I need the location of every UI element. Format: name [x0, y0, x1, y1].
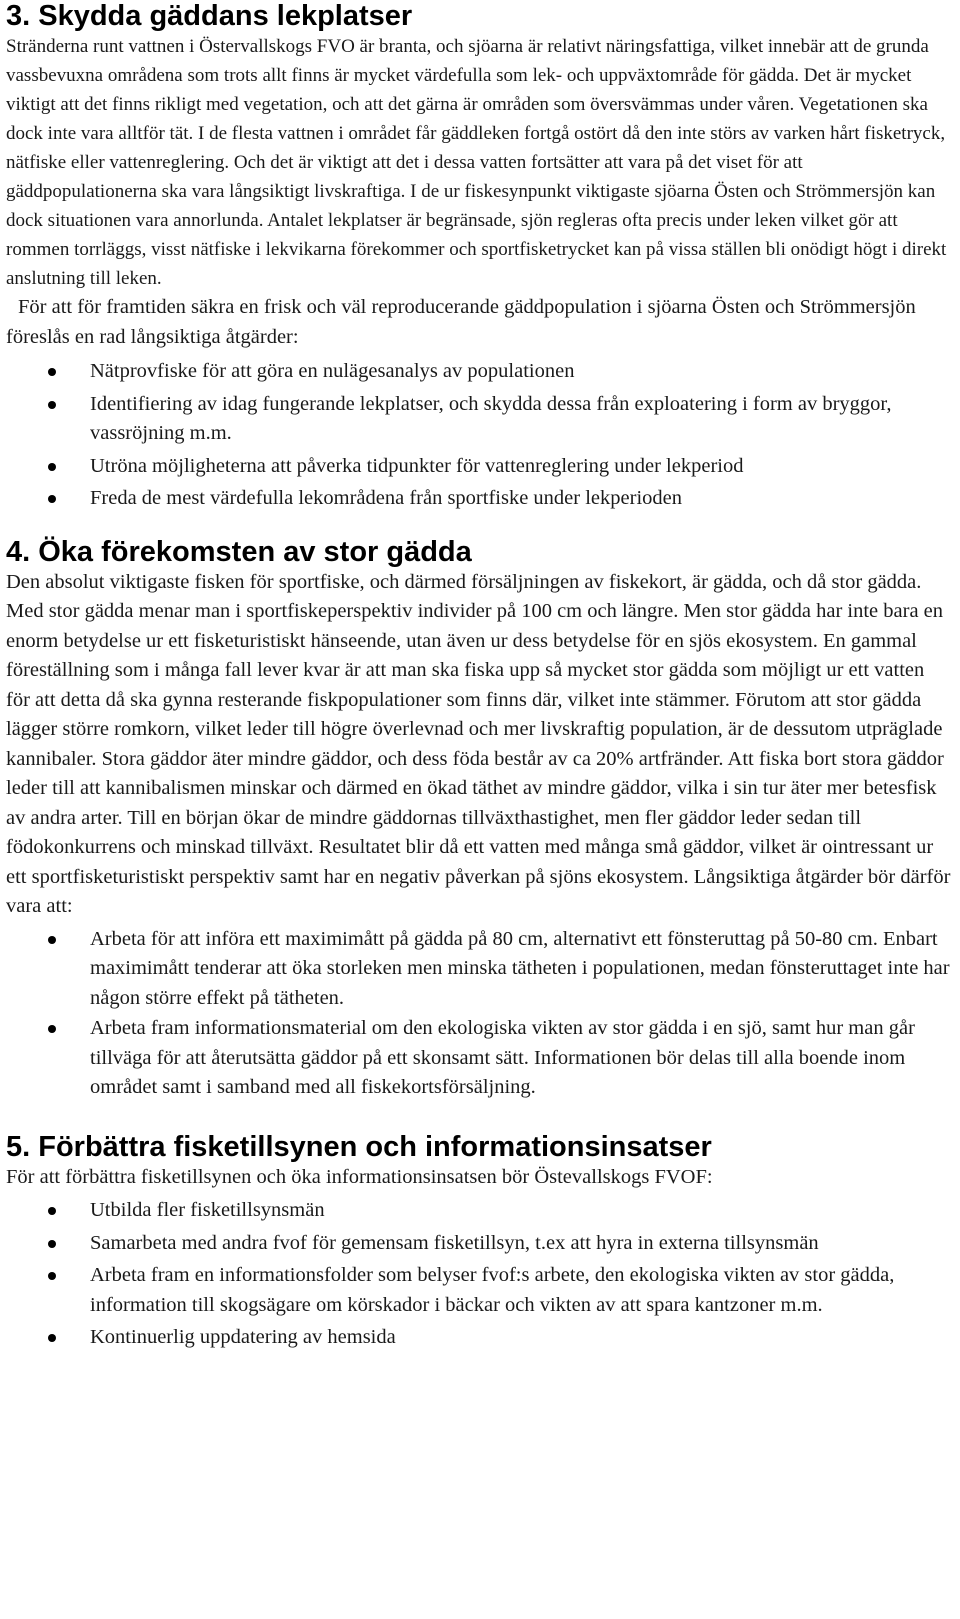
list-item-text: Identifiering av idag fungerande lekplatser, och skydda dessa från exploatering i form av bryggor, vassröjning m.m.	[90, 392, 892, 444]
list-item-text: Nätprovfiske för att göra en nulägesanalys av populationen	[90, 360, 575, 382]
list-item	[6, 925, 952, 1014]
list-item	[6, 1229, 952, 1259]
list-item	[6, 484, 952, 514]
section-4-paragraph-1: Den absolut viktigaste fisken för sportfiske, och därmed försäljningen av fiskekort, är gädda, och då stor gädda. Med stor gädda menar man i sportfiskeperspektiv individer på 100 cm och längre. Men stor gädda har inte bara en enorm betydelse ur ett fisketuristiskt hänseende, utan även ur dess betydelse för en sjös ekosystem. En gammal föreställning som i många fall lever kvar är att man ska fiska upp så mycket stor gädda som möjligt ur ett vatten för att detta då ska gynna resterande fiskpopulationer som finns där, vilket inte stämmer. Förutom att stor gädda lägger större romkorn, vilket leder till högre överlevnad och mer livskraftig population, är de dessutom utpräglade kannibaler. Stora gäddor äter mindre gäddor, och dess föda består av ca 20% artfränder. Att fiska bort stora gäddor leder till att kannibalismen minskar och därmed en ökad täthet av mindre gäddor, vilka i sin tur äter mer betesfisk av andra arter. Till en början ökar de mindre gäddornas tillväxthastighet, men fler gäddor leder sedan till födokonkurrens och minskad tillväxt. Resultatet blir då ett vatten med många små gäddor, vilket är ointressant ur ett sportfisketuristiskt perspektiv samt har en negativ påverkan på sjöns ekosystem. Långsiktiga åtgärder bör därför vara att:	[6, 570, 951, 917]
section-5-heading: 5. Förbättra fisketillsynen och informationsinsatser	[6, 1130, 712, 1163]
section-3-bullet-list	[6, 357, 952, 514]
list-item-text: Utröna möjligheterna att påverka tidpunkter för vattenreglering under lekperiod	[90, 454, 744, 477]
bullet-icon	[48, 1207, 56, 1215]
list-item-text: Freda de mest värdefulla lekområdena från sportfiske under lekperioden	[90, 487, 682, 509]
section-3-paragraph-2: För att för framtiden säkra en frisk och väl reproducerande gäddpopulation i sjöarna Östen och Strömmersjön föreslås en rad långsiktiga åtgärder:	[6, 296, 916, 348]
bullet-icon	[48, 368, 56, 376]
bullet-icon	[48, 401, 56, 409]
list-item-text: Arbeta fram en informationsfolder som belyser fvof:s arbete, den ekologiska vikten av stor gädda, information till skogsägare om körskador i bäckar och vikten av att spara kantzoner m.m.	[90, 1264, 895, 1316]
bullet-icon	[48, 936, 56, 944]
list-item-text: Utbilda fler fisketillsynsmän	[90, 1199, 325, 1221]
section-5-bullet-list	[6, 1196, 952, 1353]
section-4-bullet-list	[6, 925, 952, 1103]
bullet-icon	[48, 1025, 56, 1033]
list-item	[6, 452, 952, 482]
list-item	[6, 357, 952, 387]
bullet-icon	[48, 495, 56, 503]
bullet-icon	[48, 463, 56, 471]
list-item	[6, 1196, 952, 1226]
list-item-text: Kontinuerlig uppdatering av hemsida	[90, 1326, 396, 1348]
list-item	[6, 1323, 952, 1353]
list-item-text: Arbeta för att införa ett maximimått på gädda på 80 cm, alternativt ett fönsteruttag på 50-80 cm. Enbart maximimått tenderar att öka storleken men minska tätheten i populationen, medan fönsteruttaget inte har någon större effekt på tätheten.	[90, 927, 950, 1009]
section-3-paragraph-1: Stränderna runt vattnen i Östervallskogs FVO är branta, och sjöarna är relativt näringsfattiga, vilket innebär att de grunda vassbevuxna områdena som trots allt finns är mycket värdefulla som lek- och uppväxtområde för gädda. Det är mycket viktigt att det finns rikligt med vegetation, och att det gärna är områden som översvämmas under våren. Vegetationen ska dock inte vara alltför tät. I de flesta vattnen i området får gäddleken fortgå ostört då den inte störs av varken hårt fisketryck, nätfiske eller vattenreglering. Och det är viktigt att det i dessa vatten fortsätter att vara på det viset för att gäddpopulationerna ska vara långsiktigt livskraftiga. I de ur fiskesynpunkt viktigaste sjöarna Östen och Strömmersjön kan dock situationen vara annorlunda. Antalet lekplatser är begränsade, sjön regleras ofta precis under leken vilket gör att rommen torrläggs, visst nätfiske i lekvikarna förekommer och sportfisketrycket kan på vissa ställen bli onödigt högt i direkt anslutning till leken.	[6, 36, 947, 289]
section-3-heading: 3. Skydda gäddans lekplatser	[6, 0, 413, 32]
list-item	[6, 390, 952, 449]
bullet-icon	[48, 1334, 56, 1342]
list-item-text: Arbeta fram informationsmaterial om den ekologiska vikten av stor gädda i en sjö, samt hur man går tillväga för att återutsätta gäddor på ett skonsamt sätt. Informationen bör delas till alla boende inom området samt i samband med all fiskekortsförsäljning.	[90, 1017, 915, 1098]
list-item-text: Samarbeta med andra fvof för gemensam fisketillsyn, t.ex att hyra in externa tillsynsmän	[90, 1231, 819, 1254]
section-5-paragraph-1: För att förbättra fisketillsynen och öka informationsinsatsen bör Östevallskogs FVOF:	[6, 1165, 713, 1188]
bullet-icon	[48, 1240, 56, 1248]
bullet-icon	[48, 1272, 56, 1280]
list-item	[6, 1014, 952, 1103]
list-item	[6, 1261, 952, 1320]
section-4-heading: 4. Öka förekomsten av stor gädda	[6, 535, 472, 568]
